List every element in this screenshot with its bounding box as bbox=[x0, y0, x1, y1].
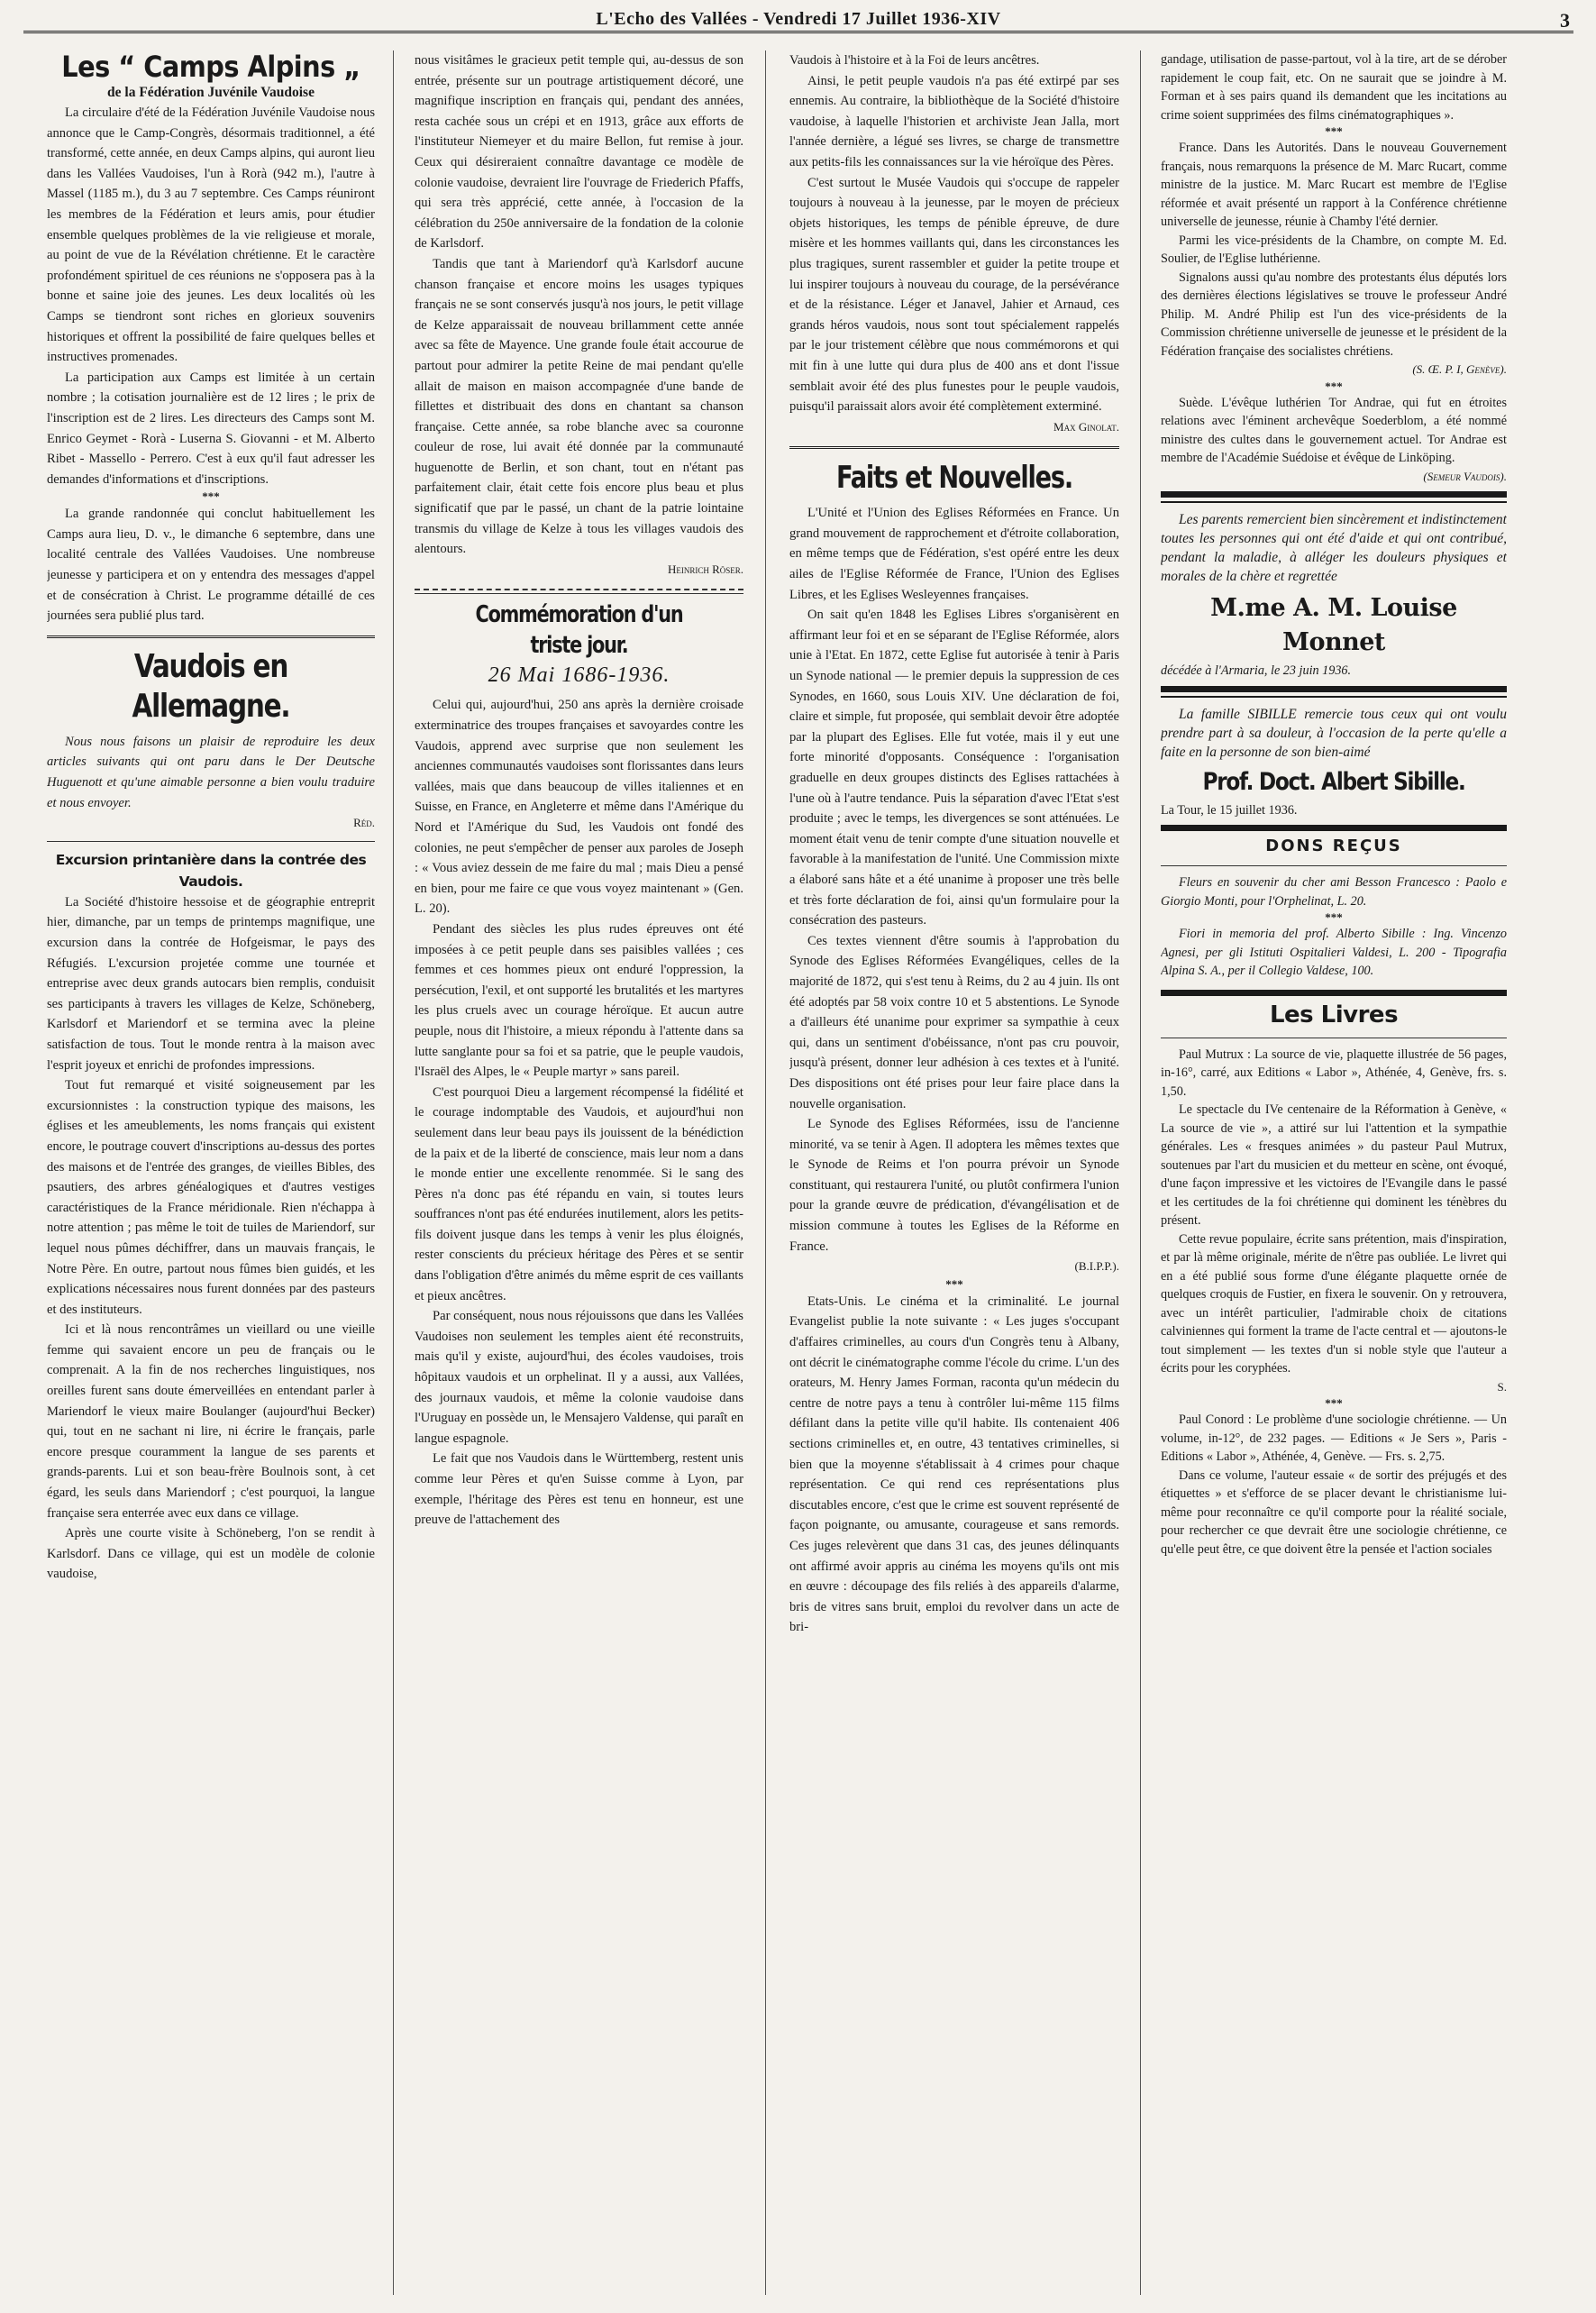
paragraph: C'est surtout le Musée Vaudois qui s'occupe de rappeler toujours à nouveau à la jeunesse, par le moyen de précieux objets historiques, les temps de pénible épreuve, de dure misère et les hommes vaillants qui, dans les circonstances les plus tragiques, surent rassembler et guider la petite troupe et lui inspirer toujours à nouveau du courage, de la persévérance et de la résistance. Léger et Janavel, Jahier et Arnaud, ces grands héros vaudois, nous sont tout spécialement rappelés par le jour tristement célèbre que nous commémorons et qui mit fin à une lutte qui dura plus de 400 ans et dont l'issue semblait avoir été des plus funestes pour le peuple vaudois, puisqu'il paraissait alors avoir été complètement exterminé. bbox=[789, 175, 1119, 415]
headline-les-livres: Les Livres bbox=[1269, 1001, 1399, 1029]
paragraph: Ces textes viennent d'être soumis à l'approbation du Synode des Eglises Réformées Evangéliques, celles de la majorité de 1872, qui s'est tenu à Reims, du 2 au 4 juin. Ils ont été adoptés par 58 voix contre 10 et 5 abstentions. Le Synode a d'ailleurs été unanime pour exprimer sa sympathie à ceux qui, dans un sentiment d'obéissance, n'ont pas cru pouvoir, jusqu'à présent, donner leur adhésion à ces textes et à l'unité. Des dispositions ont été prises pour leur faire place dans la nouvelle organisation. bbox=[789, 933, 1119, 1111]
headline-excursion: Excursion printanière dans la contrée des Vaudois. bbox=[55, 851, 367, 890]
paragraph: Ici et là nous rencontrâmes un vieillard ou une vieille femme qui savaient encore un peu de français ou le comprenait. A la fin de nos recherches linguistiques, nos oreilles furent sans doute émerveillées en entendant parler à Mariendorf le vieux maire Boulanger (aujourd'hui Becker) qui, tout en ne sachant ni lire, ni écrire le français, parle encore presque couramment la langue de ses parents et grands-parents. Lui et son beau-frère Boulnois sont, à cet égard, les seuls dans Mariendorf ; c'est pourquoi, la langue française sera enterrée avec eux dans ce village. bbox=[47, 1322, 375, 1521]
subheadline: de la Fédération Juvénile Vaudoise bbox=[107, 85, 315, 100]
intro-note: Nous nous faisons un plaisir de reproduire les deux articles suivants qui ont paru dans le Der Deutsche Huguenott et qu'une aimable personne a bien voulu traduire et nous envoyer. bbox=[47, 734, 375, 810]
section-rule bbox=[415, 589, 743, 594]
page-number: 3 bbox=[1560, 9, 1570, 32]
signature: (S. Œ. P. I, Genève). bbox=[1412, 362, 1507, 376]
notice-rule bbox=[1161, 696, 1507, 698]
signature: (B.I.P.P.). bbox=[1074, 1259, 1119, 1274]
signature: (Semeur Vaudois). bbox=[1423, 469, 1507, 483]
paragraph: Suède. L'évêque luthérien Tor Andrae, qui fut en étroites relations avec l'éminent archevêque Soederblom, a été nommé ministre des cultes dans le gouvernement actuel. Tor Andrae est membre de l'Académie Suédoise et évêque de Linköping. bbox=[1161, 395, 1507, 465]
paragraph: Etats-Unis. Le cinéma et la criminalité. Le journal Evangelist publie la note suivante : « Les juges s'occupant d'affaires criminelles, au cours d'un Congrès tenu à Albany, ont décrit le cinématographe comme l'école du crime. L'un des orateurs, M. Henry James Forman, raconta qu'un médecin du centre de notre pays a tenu à contrôler lui-même 115 films défilant dans la petite ville qu'il habite. Ils contenaient 406 sections criminelles et, en outre, 43 tentatives criminelles, si bien que la moyenne s'établissait à 4 crimes pour chaque représentation. Ce qui rend ces représentations plus discutables encore, c'est que le crime est souvent représenté de façon poignante, ou amusante, courageuse et sans remords. Ces juges relevèrent que dans 31 cas, des jeunes délinquants ont affirmé avoir appris au cinéma les moyens qu'ils ont mis en œuvre : découpage des fils reliés à des appareils d'alarme, bris de vitres sans bruit, emploi du revolver dans un acte de bri- bbox=[789, 1294, 1119, 1635]
paragraph: Paul Mutrux : La source de vie, plaquette illustrée de 56 pages, in-16°, carré, aux Editions « Labor », Athénée, 4, Genève, frs. s. 1,50. bbox=[1161, 1047, 1507, 1099]
paragraph: Par conséquent, nous nous réjouissons que dans les Vallées Vaudoises non seulement les temples aient été reconstruits, mais qu'il y existe, aujourd'hui, des écoles vaudoises, trois hôpitaux vaudois et un orphelinat. Il y a aussi, aux Vallées, des journaux vaudois, et même la colonie vaudoise dans l'Uruguay en possède un, le Mensajero Valdense, qui paraît en langue espagnole. bbox=[415, 1309, 743, 1446]
section-rule bbox=[789, 446, 1119, 449]
section-rule bbox=[1161, 825, 1507, 831]
separator-stars: *** bbox=[1325, 124, 1343, 138]
column-3 bbox=[789, 50, 1119, 2304]
notice-date: décédée à l'Armaria, le 23 juin 1936. bbox=[1161, 663, 1352, 678]
column-2 bbox=[415, 50, 743, 2304]
paragraph: C'est pourquoi Dieu a largement récompensé la fidélité et le courage indomptable des Vaudois, et aujourd'hui non seulement dans leur beau pays ils jouissent de la bénédiction de la paix et de la liberté de conscience, mais leur nom a dans le monde entier une excellente renommée. Si le sang des Pères n'a donc pas été répandu en vain, si toutes leurs souffrances n'ont pas été endurées inutilement, alors les petits-fils doivent jusque dans les temps à venir les plus éloignés, rester conscients du précieux héritage des Pères et se sentir dans l'obligation d'être animés du même esprit de ces vaillants et pieux ancêtres. bbox=[415, 1084, 743, 1303]
notice-rule bbox=[1161, 501, 1507, 503]
paragraph: gandage, utilisation de passe-partout, vol à la tire, art de se dérober rapidement le coup fait, etc. On ne saurait que se joindre à M. Forman et à ses pairs quand ils demandent que les incitations au crime soient supprimées des films cinématographiques ». bbox=[1161, 52, 1507, 123]
paragraph: On sait qu'en 1848 les Eglises Libres s'organisèrent en affirmant leur foi et en se séparant de l'Eglise Réformée, alors unie à l'Etat. En 1872, cette Eglise fut autorisée à tenir à Paris un Synode national — le premier depuis la suppression de ces Synodes, en 1660, sous Louis XIV. Une déclaration de foi, claire et simple, fut proposée, qui semblait devoir être adoptée par la plupart des Eglises. Elle fut votée, mais il y eut une forte minorité d'opposants. Conséquence : l'organisation graduelle en deux groupes distincts des Eglises rattachées à l'une où à l'autre tendance. Puis la séparation d'avec l'Etat s'est produite ; avec le temps, les divergences se sont atténuées. Le moment était venu de tenir compte d'une situation nouvelle et favorable à la manifestation de l'unité. Une Commission mixte a élaboré sans hâte et a été unanime à proposer une très belle et très forte déclaration de foi, ainsi qu'un formulaire pour la consécration des pasteurs. bbox=[789, 608, 1119, 928]
notice-date: La Tour, le 15 juillet 1936. bbox=[1161, 802, 1298, 818]
paragraph: La Société d'histoire hessoise et de géographie entreprit hier, dimanche, par un temps de printemps magnifique, une excursion dans la contrée de Hofgeismar, le pays des Réfugiés. L'excursion projetée comme une tournée et entreprise avec deux grands autocars bien remplis, conduisit ses participants à travers les villages de Kelze, Schöneberg, Karlsdorf et Mariendorf et se termina avec la pleine satisfaction de tous. Tout le monde rentra à la maison avec l'esprit joyeux et enrichi de profondes impressions. bbox=[47, 894, 375, 1073]
headline-dons-recus: DONS REÇUS bbox=[1265, 837, 1402, 855]
paragraph: Pendant des siècles les plus rudes épreuves ont été imposées à ce petit peuple dans ses paisibles vallées ; ces femmes et ces hommes pieux ont enduré l'oppression, la persécution, l'exil, et ont supporté les brutalités et les martyres les plus cruels avec un courage héroïque. Et aucun autre peuple, nous dit l'histoire, a mieux répondu à l'attente dans sa lutte sanglante pour sa foi et sa patrie, que le peuple vaudois, l'Israël des Alpes, le « Peuple martyr » sans pareil. bbox=[415, 921, 743, 1080]
paragraph: Fleurs en souvenir du cher ami Besson Francesco : Paolo e Giorgio Monti, pour l'Orphelinat, L. 20. bbox=[1161, 875, 1507, 909]
paragraph: Parmi les vice-présidents de la Chambre, on compte M. Ed. Soulier, de l'Eglise luthérienne. bbox=[1161, 233, 1507, 266]
notice-text: La famille SIBILLE remercie tous ceux qui ont voulu prendre part à sa douleur, à l'occasion de la perte qu'elle a faite en la personne de son bien-aimé bbox=[1161, 706, 1507, 760]
divider bbox=[47, 841, 375, 842]
section-rule bbox=[47, 635, 375, 638]
paragraph: Paul Conord : Le problème d'une sociologie chrétienne. — Un volume, in-12°, de 232 pages. — Editions « Je Sers », Paris - Editions « Labor », Athénée, 4, Genève. — Frs. s. 2,75. bbox=[1161, 1412, 1507, 1464]
notice-name: M.me A. M. Louise Monnet bbox=[1210, 594, 1457, 656]
headline-camps-alpins: Les “ Camps Alpins „ bbox=[61, 50, 360, 84]
separator-stars: *** bbox=[202, 489, 220, 504]
paragraph: La circulaire d'été de la Fédération Juvénile Vaudoise nous annonce que le Camp-Congrès, désormais traditionnel, a été transformé, cette année, en deux Camps alpins, qui auront lieu dans les Vallées Vaudoises, l'un à Rorà (942 m.), l'autre à Massel (1185 m.), du 3 au 7 septembre. Ces Camps réuniront les membres de la Fédération et leurs amis, pour étudier ensemble quelques problèmes de la vie religieuse et morale, au point de vue de la Révélation chrétienne. Et le caractère profondément spirituel de ces réunions ne s'opposera pas à la bonne et saine joie des jeunes. Les deux localités où les Camps se tiendront sont riches en glorieux souvenirs historiques et offrent la possibilité de faire quelques belles et instructives promenades. bbox=[47, 105, 375, 365]
column-1 bbox=[47, 50, 375, 2304]
headline-vaudois-allemagne: Vaudois en Allemagne. bbox=[132, 647, 290, 725]
masthead-title: L'Echo des Vallées - Vendredi 17 Juillet 1936-XIV bbox=[596, 9, 1001, 29]
column-4 bbox=[1161, 50, 1507, 2304]
column-divider bbox=[393, 50, 394, 2295]
headline-date: 26 Mai 1686-1936. bbox=[488, 663, 670, 688]
paragraph: Cette revue populaire, écrite sans prétention, mais d'inspiration, et par là même originale, mérite de n'être pas oubliée. Le livret qui en a été publié sous forme d'une élégante plaquette ornée de quelques croquis de Fustier, en fixera le souvenir. On y retrouvera, avec un intérêt particulier, l'admirable choix de citations calviniennes qui forment la trame de l'acte central et — ajoutons-le tout simplement — les textes d'un si noble style que l'auteur a écrits pour les coryphées. bbox=[1161, 1231, 1507, 1376]
paragraph: Tout fut remarqué et visité soigneusement par les excursionnistes : la construction typique des maisons, les églises et les ameublements, les noms français qui existent encore, le poutrage couvert d'inscriptions au-dessus des portes des maisons et de l'entrée des granges, de vieilles Bibles, des psautiers, des arbres généalogiques et d'autres vestiges caractéristiques de la France méridionale. Rien n'échappa à notre attention ; pas même le toit de tuiles de Mariendorf, sur lequel nous pûmes déchiffrer, dans un mauvais français, le Notre Père. En outre, partout nous fûmes bien guidés, et les explications nécessaires nous furent données par des pasteurs et des instituteurs. bbox=[47, 1078, 375, 1317]
notice-rule bbox=[1161, 686, 1507, 692]
paragraph: Tandis que tant à Mariendorf qu'à Karlsdorf aucune chanson française et encore moins les usages typiques français ne se sont conservés jusqu'à nos jours, le petit village de Kelze apparaissait de nouveau brillamment cette année avec sa fête de Mayence. Une grande foule était accourue de partout pour admirer la petite Reine de mai pendant qu'elle allait de maison en maison accompagnée d'une bande de fillettes et distribuait des dons en chantant sa chanson française. Cette année, sa robe blanche avec sa couronne couleur de rose, lui avait été donnée par la communauté huguenotte de Berlin, et son chant, tout en n'étant pas parfaitement clair, était cette fois encore plus beau et plus significatif que par le passé, un chant de la patrie lointaine transmis du village de Kelze à tous les villages vaudois des alentours. bbox=[415, 256, 743, 557]
divider bbox=[1161, 865, 1507, 866]
paragraph: Fiori in memoria del prof. Alberto Sibille : Ing. Vincenzo Agnesi, per gli Istituti Ospitalieri Valdesi, L. 200 - Tipografia Alpina S. A., per il Collegio Valdese, 100. bbox=[1161, 927, 1507, 978]
paragraph: Dans ce volume, l'auteur essaie « de sortir des préjugés et des étiquettes » et s'efforce de se placer devant le christianisme lui-même pour reconnaître ce qu'il comporte pour la réalité sociale, pour rechercher ce que devrait être une sociologie chrétienne, ce qu'elle peut être, ce que doivent être la pensée et l'action sociales bbox=[1161, 1467, 1507, 1557]
paragraph: La grande randonnée qui conclut habituellement les Camps aura lieu, D. v., le dimanche 6 septembre, dans une localité centrale des Vallées Vaudoises. Une nombreuse jeunesse y participera et on y entendra des messages d'appel et de consécration à Christ. Le programme détaillé de ces journées sera publié plus tard. bbox=[47, 507, 375, 624]
paragraph: L'Unité et l'Union des Eglises Réformées en France. Un grand mouvement de rapprochement et d'étroite collaboration, en même temps que de Fédération, s'est opéré entre les deux ailes de l'Eglise Réformée de France, l'Union des Eglises Libres, et les Eglises Wesleyennes françaises. bbox=[789, 506, 1119, 602]
paragraph: Le Synode des Eglises Réformées, issu de l'ancienne minorité, va se tenir à Agen. Il adoptera les mêmes textes que le Synode de Reims et l'on pourra prévoir un Synode constituant, qui restaurera l'unité, ou plutôt confirmera l'union pour la grande œuvre de prédication, d'évangélisation et de mission commune à toutes les Eglises de la Réforme en France. bbox=[789, 1117, 1119, 1254]
paragraph: Le fait que nos Vaudois dans le Württemberg, restent unis comme leur Pères et qu'en Suisse comme à Lyon, par exemple, l'héritage des Pères est tenu en honneur, est une preuve de l'attachement des bbox=[415, 1451, 743, 1528]
paragraph: nous visitâmes le gracieux petit temple qui, au-dessus de son entrée, présente sur un poutrage artistiquement décoré, une magnifique inscription en français qui, pendant des années, resta cachée sous un crépi et en 1913, grâce aux efforts de l'instituteur Niemeyer et du maire Bellon, fut remise à jour. Ceux qui désireraient connaître davantage ce modèle de colonie vaudoise, devraient lire l'ouvrage de Friederich Pfaffs, qui sera très apprécié, cette année, à l'occasion de la célébration du 250e anniversaire de la fondation de la colonie de Karlsdorf. bbox=[415, 53, 743, 251]
paragraph: Celui qui, aujourd'hui, 250 ans après la dernière croisade exterminatrice des troupes françaises et savoyardes contre les Vaudois, apprend avec surprise que non seulement les anciennes communautés vaudoises sont florissantes dans leurs vallées, mais que dans beaucoup de villes italiennes et en Suisse, en France, en Angleterre et même dans l'Amérique du Nord et l'Amérique du Sud, les Vaudois ont fondé des colonies, ne peut s'empêcher de penser aux paroles de Joseph : « Vous aviez dessein de me faire du mal ; mais Dieu a pensé en bien, pour me faire ce que vous voyez maintenant » (Gen. L. 20). bbox=[415, 698, 743, 917]
notice-name: Prof. Doct. Albert Sibille. bbox=[1202, 767, 1465, 796]
column-divider bbox=[765, 50, 766, 2295]
headline-faits-nouvelles: Faits et Nouvelles. bbox=[835, 460, 1073, 497]
paragraph: Vaudois à l'histoire et à la Foi de leurs ancêtres. bbox=[789, 53, 1040, 68]
separator-stars: *** bbox=[1325, 910, 1343, 924]
signature: Réd. bbox=[353, 816, 375, 830]
separator-stars: *** bbox=[1325, 379, 1343, 393]
paragraph: Le spectacle du IVe centenaire de la Réformation à Genève, « La source de vie », a attiré sur lui l'attention et la sympathie générales. Les « fresques animées » du pasteur Paul Mutrux, soutenues par l'art du musicien et du metteur en scène, ont évoqué, d'une façon impressive et les victoires de l'Evangile dans le passé et les certitudes de la foi chrétienne qui dominent les ténèbres du présent. bbox=[1161, 1102, 1507, 1228]
paragraph: Ainsi, le petit peuple vaudois n'a pas été extirpé par ses ennemis. Au contraire, la bibliothèque de la Société d'histoire vaudoise, à laquelle l'historien et archiviste Jean Jalla, mort l'année dernière, a légué ses livres, se charge de transmettre aux petits-fils les connaissances sur la vie héroïque des Pères. bbox=[789, 73, 1119, 169]
signature: Max Ginolat. bbox=[1053, 419, 1119, 434]
signature: S. bbox=[1497, 1379, 1507, 1394]
notice-rule bbox=[1161, 491, 1507, 498]
masthead bbox=[23, 7, 1573, 33]
headline-commemoration: Commémoration d'un triste jour. bbox=[475, 601, 683, 660]
column-divider bbox=[1140, 50, 1141, 2295]
paragraph: Après une courte visite à Schöneberg, l'on se rendit à Karlsdorf. Dans ce village, qui est un modèle de colonie vaudoise, bbox=[47, 1526, 375, 1582]
notice-text: Les parents remercient bien sincèrement et indistinctement toutes les personnes qui ont été d'aide et qui ont contribué, pendant la maladie, à alléger les douleurs physiques et morales de la chère et regrettée bbox=[1161, 512, 1507, 584]
paragraph: France. Dans les Autorités. Dans le nouveau Gouvernement français, nous remarquons la présence de M. Marc Rucart, comme ministre de la justice. M. Marc Rucart est membre de l'Eglise réformée et avait présenté un rapport à la Conférence chrétienne universelle de jeunesse, réunie à Chamby l'été dernier. bbox=[1161, 141, 1507, 229]
signature: Heinrich Röser. bbox=[667, 562, 743, 576]
separator-stars: *** bbox=[945, 1276, 963, 1291]
separator-stars: *** bbox=[1325, 1396, 1343, 1410]
paragraph: Signalons aussi qu'au nombre des protestants élus députés lors des dernières élections législatives se trouve le professeur André Philip. M. André Philip est l'un des vice-présidents de la Commission chrétienne universelle de jeunesse et le président de la Fédération française des socialistes chrétiens. bbox=[1161, 270, 1507, 359]
paragraph: La participation aux Camps est limitée à un certain nombre ; la cotisation journalière est de 12 lires ; le prix de l'inscription est de 2 lires. Les directeurs des Camps sont M. Enrico Geymet - Rorà - Luserna S. Giovanni - et M. Alberto Ribet - Massello - Perrero. C'est à eux qu'il faut adresser les demandes d'informations et d'inscriptions. bbox=[47, 370, 375, 487]
section-rule bbox=[1161, 990, 1507, 996]
